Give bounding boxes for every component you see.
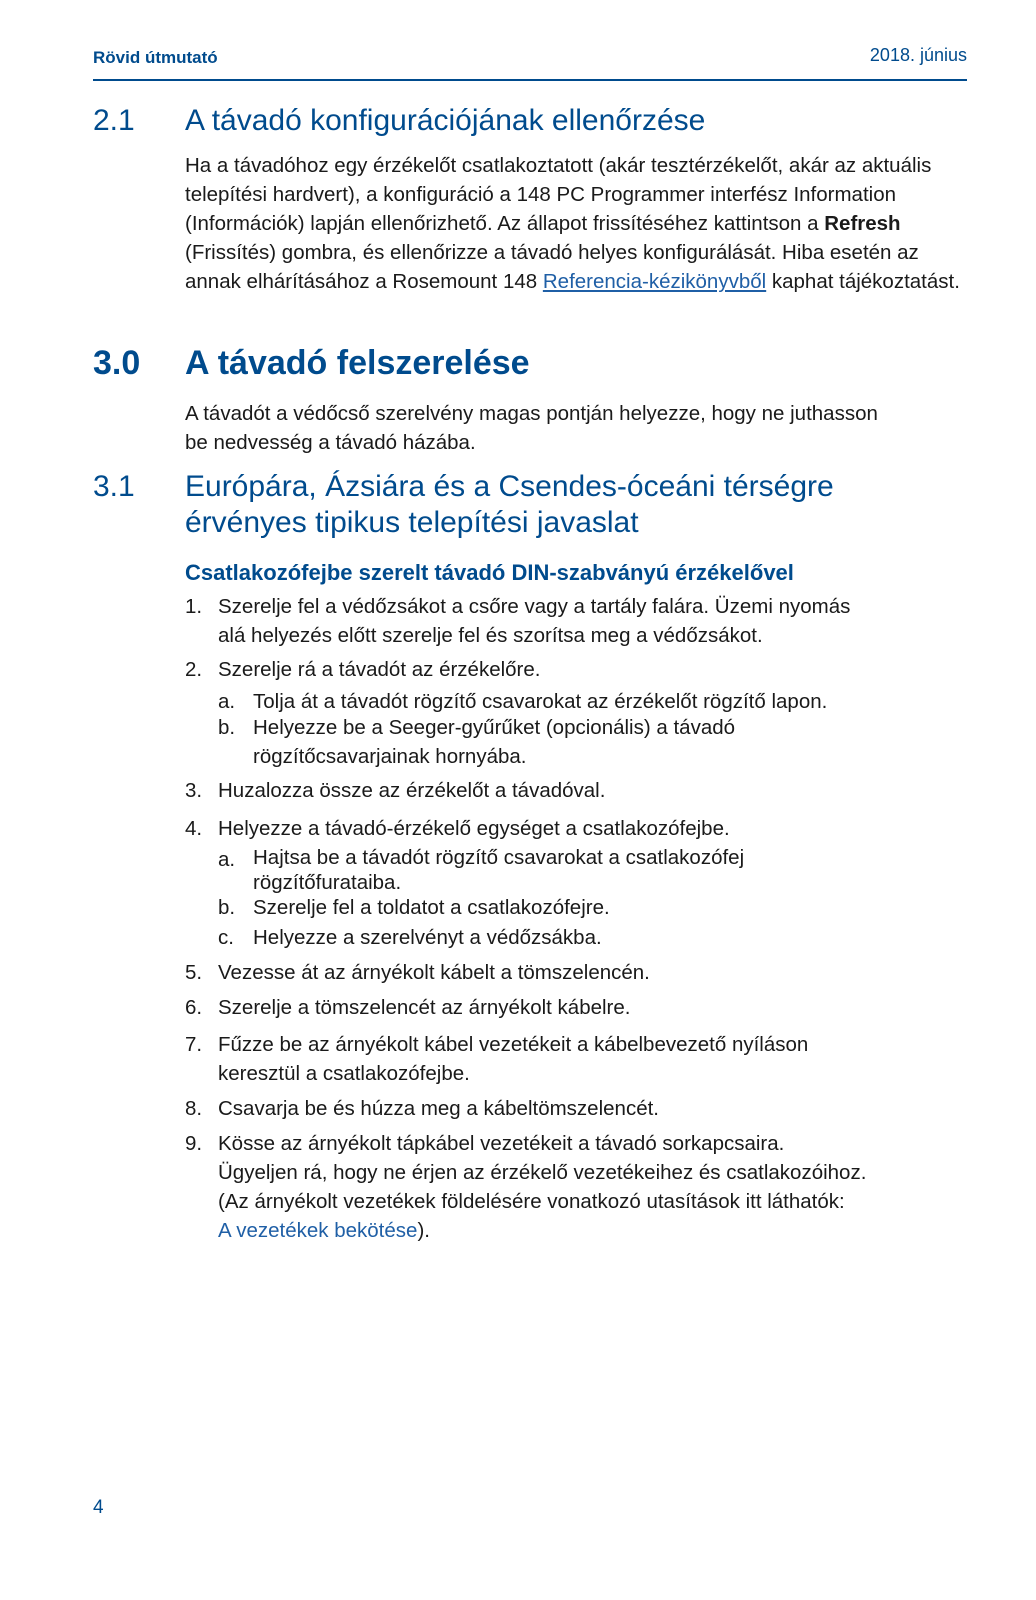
- header-left: Rövid útmutató: [93, 48, 218, 67]
- step-text: Csavarja be és húzza meg a kábeltömszelencét.: [218, 1097, 659, 1120]
- step-text: Szerelje a tömszelencét az árnyékolt kábelre.: [218, 996, 631, 1019]
- step-number: 3.: [185, 779, 203, 802]
- step-line: keresztül a csatlakozófejbe.: [218, 1062, 470, 1085]
- substep-text: Szerelje fel a toldatot a csatlakozófejre.: [253, 896, 610, 919]
- substep-line: Hajtsa be a távadót rögzítő csavarokat a csatlakozófej: [253, 846, 745, 869]
- section-number-3-1: 3.1: [93, 470, 135, 503]
- step-text: Huzalozza össze az érzékelőt a távadóval.: [218, 779, 606, 802]
- section-2-1-paragraph: [185, 151, 965, 296]
- substep-letter: a.: [218, 690, 236, 713]
- para-text-3: kaphat tájékoztatást.: [766, 270, 960, 293]
- step-text: [218, 1030, 958, 1088]
- step-number: 6.: [185, 996, 203, 1019]
- header-right: 2018. június: [869, 45, 967, 65]
- step-text: [218, 1129, 958, 1245]
- step-text: Vezesse át az árnyékolt kábelt a tömszelencén.: [218, 961, 650, 984]
- step-line: Szerelje fel a védőzsákot a csőre vagy a tartály falára. Üzemi nyomás: [218, 595, 851, 618]
- step-number: 9.: [185, 1132, 203, 1155]
- substep-line: Helyezze be a Seeger-gyűrűket (opcionális) a távadó: [253, 716, 736, 739]
- step-number: 2.: [185, 658, 203, 681]
- substep-text: Tolja át a távadót rögzítő csavarokat az érzékelőt rögzítő lapon.: [253, 690, 828, 713]
- step-number: 1.: [185, 595, 203, 618]
- substep-text: Helyezze a szerelvényt a védőzsákba.: [253, 926, 602, 949]
- substep-letter: a.: [218, 848, 236, 871]
- refresh-bold: Refresh: [824, 212, 901, 235]
- substep-text: [253, 713, 953, 771]
- header-rule: [93, 79, 967, 81]
- section-title-3-0: A távadó felszerelése: [185, 344, 530, 382]
- section-number-2-1: 2.1: [93, 104, 135, 137]
- para-text-1: Ha a távadóhoz egy érzékelőt csatlakoztatott (akár tesztérzékelőt, akár az aktuális telepítési hardvert), a konfiguráció a 148 PC Programmer interfész Information (Információk) lapján ellenőrizhető. Az állapot frissítéséhez kattintson a: [185, 154, 932, 235]
- step-number: 8.: [185, 1097, 203, 1120]
- page-number: 4: [93, 1497, 104, 1518]
- step-number: 4.: [185, 817, 203, 840]
- section-number-3-0: 3.0: [93, 344, 141, 382]
- substep-line: rögzítőfurataiba.: [253, 871, 402, 894]
- section-title-3-1-line1: Európára, Ázsiára és a Csendes-óceáni térségre: [185, 470, 834, 503]
- step-line: (Az árnyékolt vezetékek földelésére vonatkozó utasítások itt láthatók:: [218, 1190, 845, 1213]
- substep-text: [253, 845, 953, 895]
- substep-letter: b.: [218, 896, 236, 919]
- step-text: [218, 592, 958, 650]
- step-line: Ügyeljen rá, hogy ne érjen az érzékelő vezetékeihez és csatlakozóihoz.: [218, 1161, 867, 1184]
- step-line: Kösse az árnyékolt tápkábel vezetékeit a távadó sorkapcsaira.: [218, 1132, 785, 1155]
- substep-line: rögzítőcsavarjainak hornyába.: [253, 745, 527, 768]
- section-title-2-1: A távadó konfigurációjának ellenőrzése: [185, 104, 706, 137]
- step-line: Fűzze be az árnyékolt kábel vezetékeit a kábelbevezető nyíláson: [218, 1033, 809, 1056]
- step-line: alá helyezés előtt szerelje fel és szorítsa meg a védőzsákot.: [218, 624, 763, 647]
- para-text-2: (Frissítés) gombra, és ellenőrizze a távadó helyes konfigurálását. Hiba esetén az annak elhárításához a Rosemount 148: [185, 241, 919, 293]
- section-title-3-1-line2: érvényes tipikus telepítési javaslat: [185, 506, 639, 539]
- step-number: 7.: [185, 1033, 203, 1056]
- subheading: Csatlakozófejbe szerelt távadó DIN-szabványú érzékelővel: [185, 560, 794, 585]
- step-text: Szerelje rá a távadót az érzékelőre.: [218, 658, 541, 681]
- section-3-0-paragraph: A távadót a védőcső szerelvény magas pontján helyezze, hogy ne juthasson be nedvesség a távadó házába.: [185, 402, 878, 454]
- substep-letter: c.: [218, 926, 234, 949]
- step-text: Helyezze a távadó-érzékelő egységet a csatlakozófejbe.: [218, 817, 730, 840]
- substep-letter: b.: [218, 716, 236, 739]
- step-line-end: ).: [417, 1219, 430, 1242]
- wiring-link[interactable]: A vezetékek bekötése: [218, 1219, 418, 1242]
- reference-manual-link[interactable]: Referencia-kézikönyvből: [542, 270, 767, 293]
- step-number: 5.: [185, 961, 203, 984]
